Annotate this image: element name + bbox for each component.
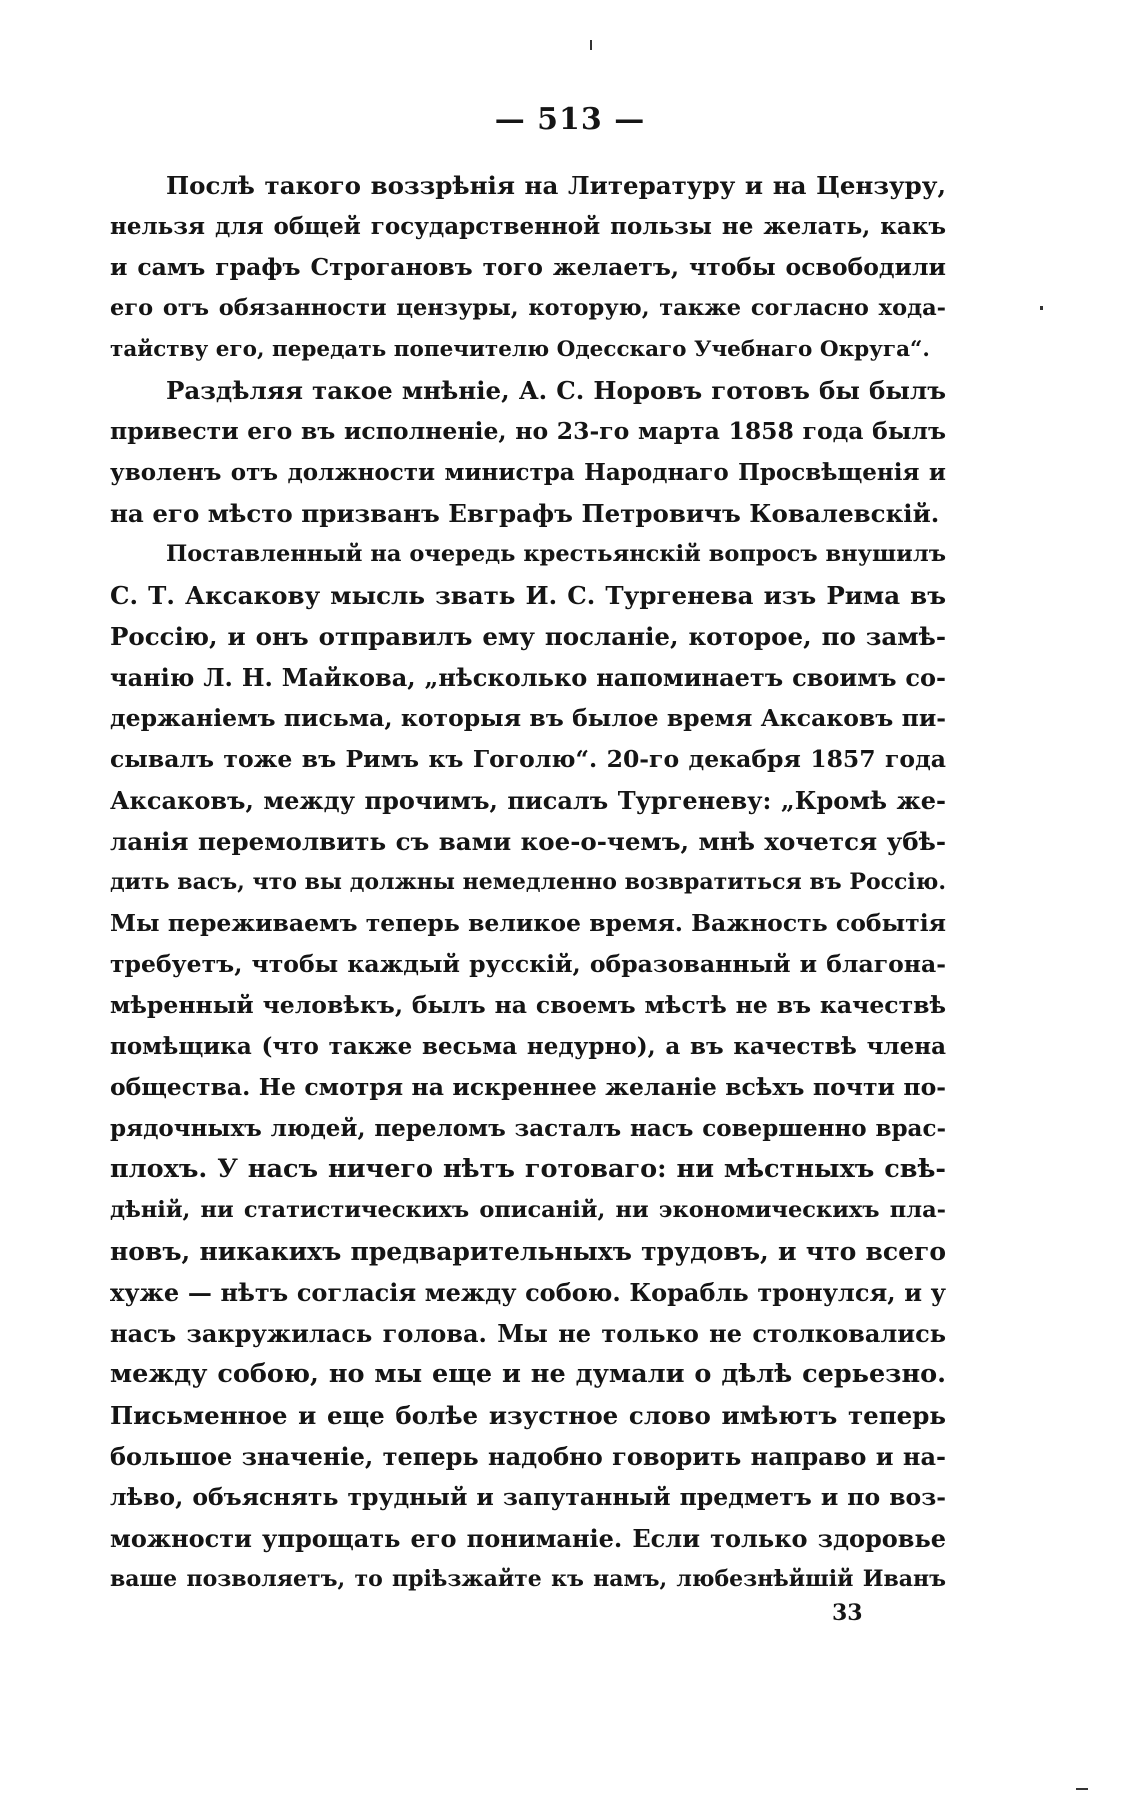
page-number: — 513 —	[494, 102, 646, 137]
text-line: уволенъ отъ должности министра Народнаго Просвѣщенія и	[110, 459, 946, 486]
text-line: дѣній, ни статистическихъ описаній, ни экономическихъ пла-	[110, 1197, 946, 1223]
text-line: держаніемъ письма, которыя въ былое время Аксаковъ пи-	[110, 704, 946, 732]
scan-speck	[590, 40, 592, 50]
text-line: и самъ графъ Строгановъ того желаетъ, чтобы освободили	[110, 253, 946, 281]
text-line: Мы переживаемъ теперь великое время. Важность событія	[110, 909, 946, 937]
text-line: ваше позволяетъ, то пріѣзжайте къ намъ, любезнѣйшій Иванъ	[110, 1566, 946, 1592]
text-line: дить васъ, что вы должны немедленно возвратиться въ Россію.	[110, 869, 946, 895]
text-line: насъ закружилась голова. Мы не только не столковались	[110, 1319, 946, 1348]
text-line: нельзя для общей государственной пользы не желать, какъ	[110, 213, 946, 240]
scan-speck	[1040, 306, 1043, 310]
text-line: общества. Не смотря на искреннее желаніе всѣхъ почти по-	[110, 1073, 946, 1101]
text-line: тайству его, передать попечителю Одесскаго Учебнаго Округа“.	[110, 337, 930, 362]
text-line: лѣво, объяснять трудный и запутанный предметъ и по воз-	[110, 1483, 946, 1511]
signature-mark: 33	[832, 1600, 863, 1626]
text-line: большое значеніе, теперь надобно говорить направо и на-	[110, 1442, 946, 1471]
text-line: Россію, и онъ отправилъ ему посланіе, которое, по замѣ-	[110, 622, 946, 651]
text-line: его отъ обязанности цензуры, которую, также согласно хода-	[110, 295, 946, 321]
text-line: между собою, но мы еще и не думали о дѣлѣ серьезно.	[110, 1359, 946, 1389]
text-line: рядочныхъ людей, переломъ засталъ насъ совершенно врас-	[110, 1115, 946, 1142]
text-line: помѣщика (что также весьма недурно), а въ качествѣ члена	[110, 1033, 946, 1060]
text-line: С. Т. Аксакову мысль звать И. С. Тургенева изъ Рима въ	[110, 581, 946, 610]
text-line: на его мѣсто призванъ Евграфъ Петровичъ Ковалевскій.	[110, 499, 940, 528]
text-line: Послѣ такого воззрѣнія на Литературу и на Цензуру,	[166, 171, 946, 200]
text-line: хуже — нѣтъ согласія между собою. Корабль тронулся, и у	[110, 1278, 946, 1307]
body-text	[110, 165, 946, 1600]
text-line: требуетъ, чтобы каждый русскій, образованный и благона-	[110, 950, 946, 978]
scan-speck	[1076, 1788, 1088, 1790]
text-line: привести его въ исполненіе, но 23-го марта 1858 года былъ	[110, 417, 946, 445]
text-line: Раздѣляя такое мнѣніе, А. С. Норовъ готовъ бы былъ	[166, 376, 946, 405]
text-line: Письменное и еще болѣе изустное слово имѣютъ теперь	[110, 1401, 946, 1430]
text-line: чанію Л. Н. Майкова, „нѣсколько напоминаетъ своимъ со-	[110, 663, 946, 692]
text-line: мѣренный человѣкъ, былъ на своемъ мѣстѣ не въ качествѣ	[110, 991, 946, 1019]
text-line: плохъ. У насъ ничего нѣтъ готоваго: ни мѣстныхъ свѣ-	[110, 1154, 946, 1184]
text-line: новъ, никакихъ предварительныхъ трудовъ, и что всего	[110, 1237, 946, 1266]
text-line: Поставленный на очередь крестьянскій вопросъ внушилъ	[166, 541, 946, 567]
text-line: Аксаковъ, между прочимъ, писалъ Тургеневу: „Кромѣ же-	[110, 786, 946, 815]
text-line: сывалъ тоже въ Римъ къ Гоголю“. 20-го декабря 1857 года	[110, 745, 946, 773]
text-line: ланія перемолвить съ вами кое-о-чемъ, мнѣ хочется убѣ-	[110, 827, 946, 856]
text-line: можности упрощать его пониманіе. Если только здоровье	[110, 1524, 946, 1553]
